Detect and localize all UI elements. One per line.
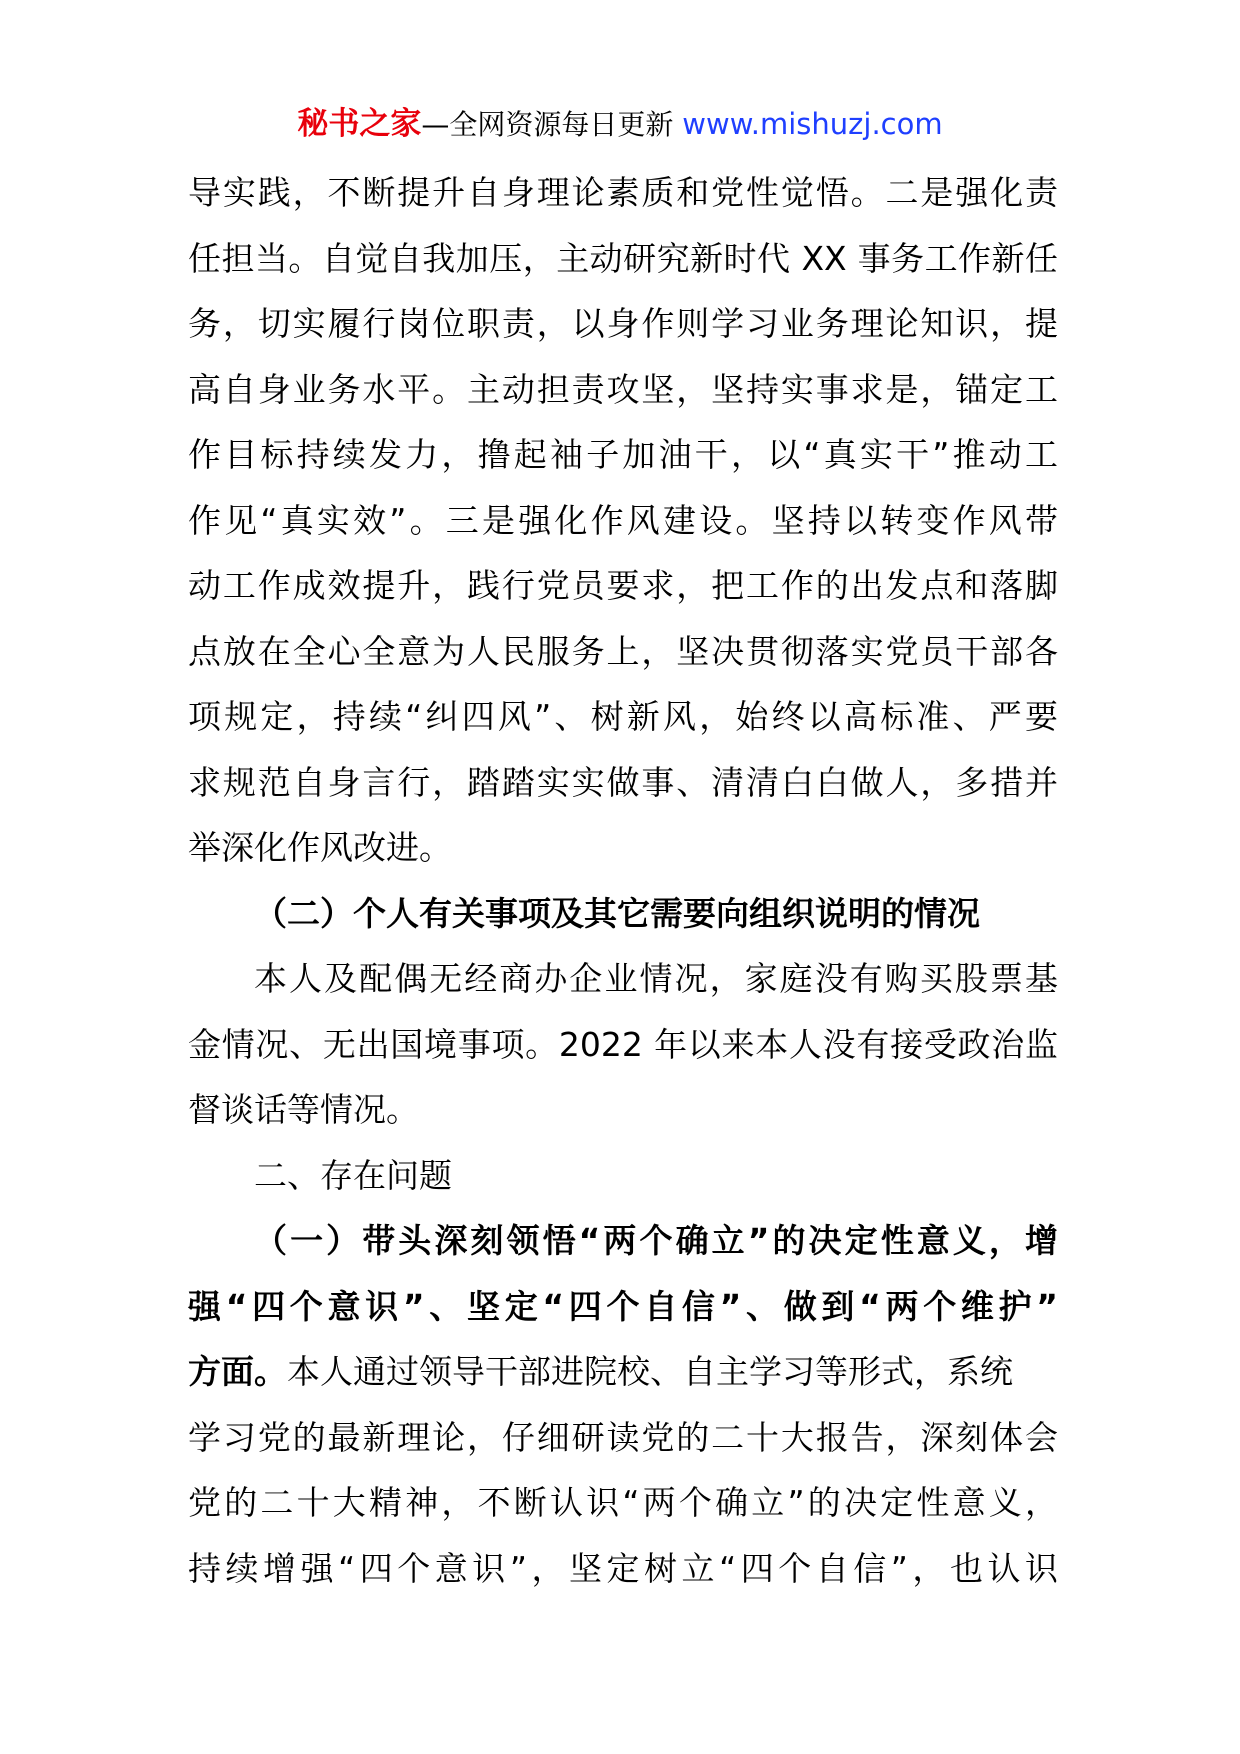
text-line: 学习党的最新理论，仔细研读党的二十大报告，深刻体会 [188, 1417, 1058, 1457]
header-brand: 秘书之家 [297, 106, 422, 142]
text-line: 持续增强“四个意识”，坚定树立“四个自信”，也认识 [188, 1548, 1058, 1588]
header-url[interactable]: www.mishuzj.com [682, 107, 943, 141]
document-body [188, 160, 1058, 1601]
text-line: 党的二十大精神，不断认识“两个确立”的决定性意义， [188, 1483, 1058, 1522]
text-line: 求规范自身言行，踏踏实实做事、清清白白做人，多措并 [188, 762, 1058, 802]
mixed-line [188, 1339, 1058, 1405]
text-line: 金情况、无出国境事项。2022 年以来本人没有接受政治监 [188, 1024, 1058, 1064]
text-line: 督谈话等情况。 [188, 1090, 419, 1129]
bold-heading-line: （一）带头深刻领悟“两个确立”的决定性意义，增 [254, 1221, 1058, 1260]
text-line: 导实践，不断提升自身理论素质和党性觉悟。二是强化责 [188, 173, 1058, 212]
bold-heading-line: 强“四个意识”、坚定“四个自信”、做到“两个维护” [188, 1286, 1058, 1326]
text-line: 项规定，持续“纠四风”、树新风，始终以高标准、严要 [188, 697, 1058, 736]
text-line: 本人及配偶无经商办企业情况，家庭没有购买股票基 [254, 959, 1058, 998]
section-heading: 二、存在问题 [254, 1155, 452, 1195]
text-line: 举深化作风改进。 [188, 828, 452, 867]
section-heading: （二）个人有关事项及其它需要向组织说明的情况 [254, 893, 980, 933]
page-header [0, 102, 1240, 147]
bold-heading-tail: 方面。 [188, 1352, 287, 1391]
text-line: 本人通过领导干部进院校、自主学习等形式，系统 [287, 1352, 1013, 1391]
header-tagline: —全网资源每日更新 [421, 108, 683, 141]
text-line: 点放在全心全意为人民服务上，坚决贯彻落实党员干部各 [188, 631, 1058, 671]
text-line: 作见“真实效”。三是强化作风建设。坚持以转变作风带 [188, 500, 1058, 540]
text-line: 动工作成效提升，践行党员要求，把工作的出发点和落脚 [188, 566, 1058, 605]
text-line: 作目标持续发力，撸起袖子加油干，以“真实干”推动工 [188, 435, 1058, 474]
text-line: 高自身业务水平。主动担责攻坚，坚持实事求是，锚定工 [188, 369, 1058, 409]
text-line: 务，切实履行岗位职责，以身作则学习业务理论知识，提 [188, 304, 1058, 343]
text-line: 任担当。自觉自我加压，主动研究新时代 XX 事务工作新任 [188, 238, 1058, 278]
